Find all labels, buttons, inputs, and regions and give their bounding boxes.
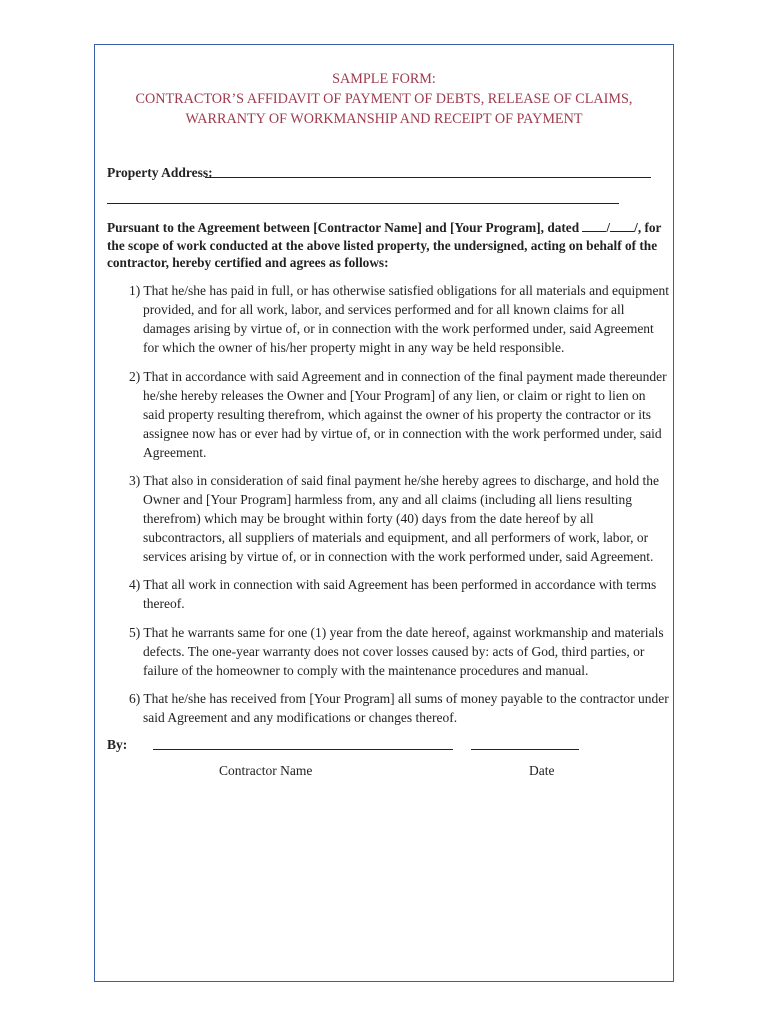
date-month-blank[interactable] — [582, 219, 606, 232]
property-address-line-2[interactable] — [107, 203, 619, 204]
form-header — [95, 69, 673, 129]
clause-4: 4) That all work in connection with said Agreement has been performed in accordance with terms thereof. — [129, 577, 657, 611]
clause-1: 1) That he/she has paid in full, or has otherwise satisfied obligations for all materials and equipment provided, and for all work, labor, and services performed and for all known claims for all damages arising by virtue of, or in connection with the work performed under, said Agreement for which the owner of his/her property might in any way be held responsible. — [129, 283, 669, 355]
clause-5: 5) That he warrants same for one (1) year from the date hereof, against workmanship and materials defects. The one-year warranty does not cover losses caused by: acts of God, third parties, or failure of the homeowner to comply with the maintenance procedures and manual. — [129, 625, 664, 678]
intro-text-start: Pursuant to the Agreement between [Contractor Name] and [Your Program], dated — [107, 220, 583, 235]
property-address-line-1[interactable] — [205, 177, 651, 178]
form-title-line2: CONTRACTOR’S AFFIDAVIT OF PAYMENT OF DEBTS, RELEASE OF CLAIMS, — [135, 91, 633, 107]
clause-3: 3) That also in consideration of said final payment he/she hereby agrees to discharge, and hold the Owner and [Your Program] harmless from, any and all claims (including all liens resulting therefrom) which may be brought within forty (40) days from the date hereof by all subcontractors, all suppliers of materials and equipment, and all performers of work, labor, or services arising by virtue of, or in connection with the work performed under, said Agreement. — [129, 473, 659, 564]
clause-2: 2) That in accordance with said Agreement and in connection of the final payment made thereunder he/she hereby releases the Owner and [Your Program] of any lien, or claim or right to lien on said property resulting therefrom, which against the owner of his property the contractor or its assignee now has or ever had by virtue of, or in connection with the work performed under, said Agreement. — [129, 369, 667, 460]
contractor-signature-line[interactable] — [153, 749, 453, 750]
contractor-name-label: Contractor Name — [219, 763, 313, 778]
intro-paragraph — [107, 219, 663, 272]
date-label: Date — [529, 763, 555, 778]
date-slash-2: /, for — [634, 220, 662, 235]
form-title-line3: WARRANTY OF WORKMANSHIP AND RECEIPT OF PAYMENT — [185, 111, 583, 127]
date-day-blank[interactable] — [610, 219, 634, 232]
date-slash-1: / — [606, 220, 611, 235]
clause-6: 6) That he/she has received from [Your Program] all sums of money payable to the contractor under said Agreement and any modifications or changes thereof. — [129, 691, 669, 725]
property-address-label: Property Address: — [107, 165, 213, 180]
intro-text-end: the scope of work conducted at the above listed property, the undersigned, acting on behalf of the contractor, hereby certified and agrees as follows: — [107, 237, 658, 270]
form-title-line1: SAMPLE FORM: — [332, 71, 436, 87]
by-label: By: — [107, 737, 128, 752]
signature-date-line[interactable] — [471, 749, 579, 750]
form-page — [94, 44, 674, 982]
